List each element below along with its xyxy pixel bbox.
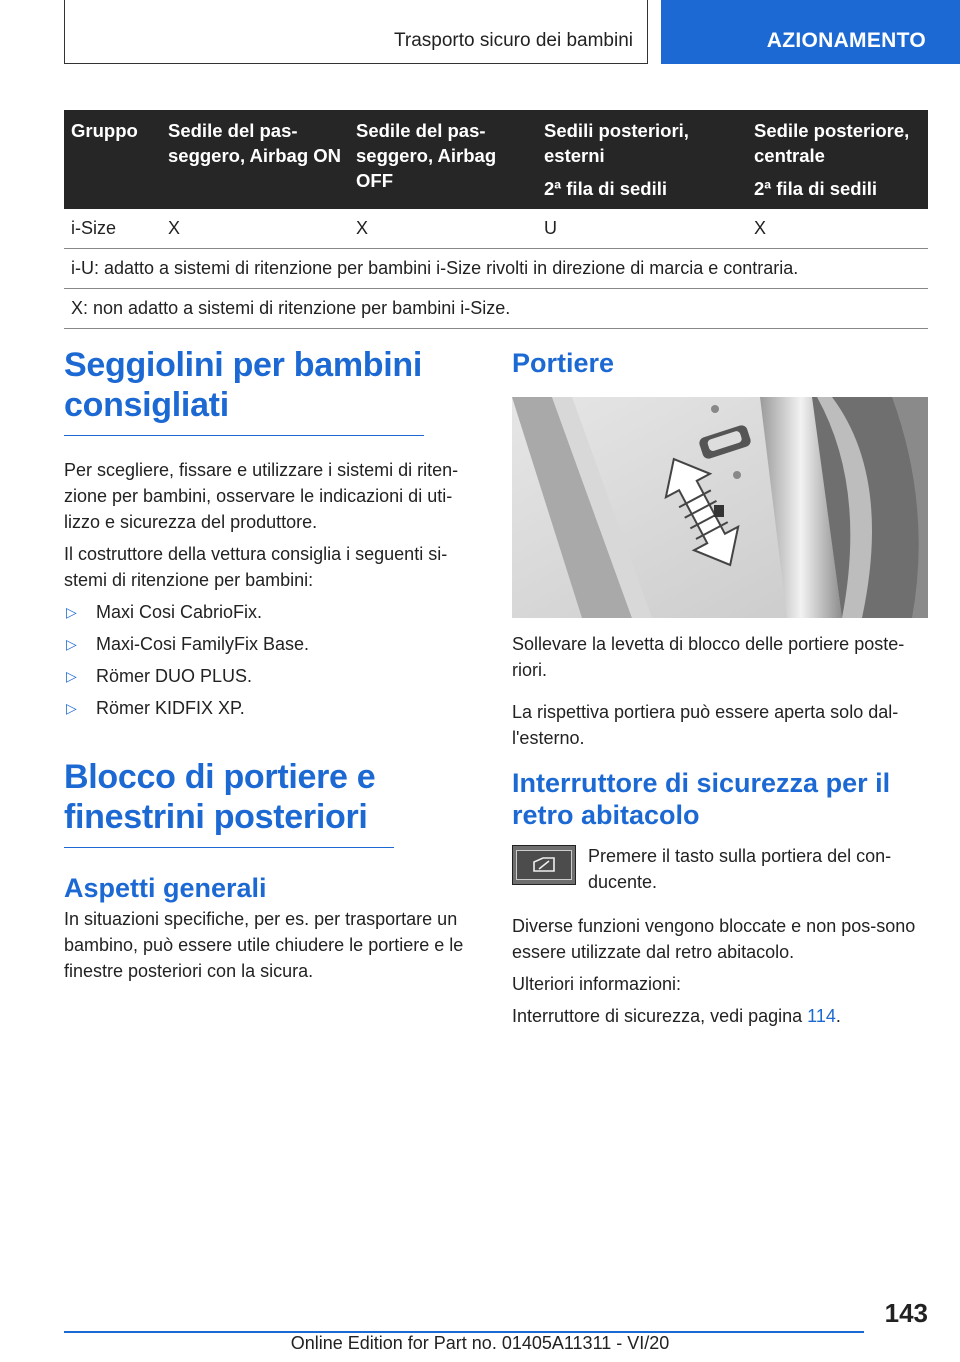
heading-recommended-seats: Seggiolini per bambini consigliati <box>64 345 424 436</box>
table-cell: X <box>747 209 928 249</box>
table-note-x: X: non adatto a sistemi di ritenzione per bambini i-Size. <box>64 289 928 329</box>
isize-table <box>64 110 928 329</box>
seat-list <box>64 599 481 721</box>
footer-edition: Online Edition for Part no. 01405A11311 - VI/20 <box>290 1333 670 1353</box>
table-cell: U <box>537 209 747 249</box>
paragraph: La rispettiva portiera può essere aperta solo dal-l'esterno. <box>512 702 899 748</box>
triangle-bullet-icon: ▷ <box>66 636 77 652</box>
list-item: ▷ Maxi Cosi CabrioFix. <box>64 599 481 625</box>
paragraph: Per scegliere, fissare e utilizzare i sistemi di riten-zione per bambini, osservare le indicazioni di uti-lizzo e sicurezza del produttore. <box>64 460 459 532</box>
table-note-u: i-U: adatto a sistemi di ritenzione per bambini i-Size rivolti in direzione di marcia e contraria. <box>64 249 928 289</box>
heading-doors: Portiere <box>512 348 615 378</box>
left-column <box>64 345 481 984</box>
paragraph: Premere il tasto sulla portiera del con-ducente. <box>588 846 892 892</box>
right-column <box>512 345 928 1029</box>
triangle-bullet-icon: ▷ <box>66 700 77 716</box>
triangle-bullet-icon: ▷ <box>66 604 77 620</box>
list-item: ▷ Römer DUO PLUS. <box>64 663 481 689</box>
table-header-row <box>64 110 928 209</box>
safety-switch-row <box>512 843 928 895</box>
paragraph: Il costruttore della vettura consiglia i seguenti si-stemi di ritenzione per bambini: <box>64 544 448 590</box>
list-item: ▷ Maxi-Cosi FamilyFix Base. <box>64 631 481 657</box>
table-row <box>64 209 928 249</box>
paragraph <box>512 1003 928 1029</box>
table-header-cell: Sedile posteriore, centrale 2ª fila di sedili <box>747 110 928 209</box>
page-number: 143 <box>884 1298 928 1328</box>
heading-door-lock: Blocco di portiere e finestrini posteriori <box>64 757 394 848</box>
paragraph: In situazioni specifiche, per es. per trasportare un bambino, può essere utile chiudere le portiere e le finestre posteriori con la sicura. <box>64 909 464 981</box>
table-note-row <box>64 289 928 329</box>
table-cell: X <box>161 209 349 249</box>
reference-text: Interruttore di sicurezza, vedi pagina <box>512 1006 808 1026</box>
heading-safety-switch: Interruttore di sicurezza per il retro abitacolo <box>512 768 891 830</box>
paragraph: Ulteriori informazioni: <box>512 974 682 994</box>
child-lock-button-icon <box>512 845 576 885</box>
header-chapter-tab[interactable] <box>661 0 960 64</box>
reference-end: . <box>835 1006 841 1026</box>
table-header-cell: Sedili posteriori, esterni 2ª fila di sedili <box>537 110 747 209</box>
table-header-cell: Sedile del pas-seggero, Airbag ON <box>161 110 349 209</box>
heading-general: Aspetti generali <box>64 873 267 903</box>
table-header-cell: Gruppo <box>64 110 161 209</box>
page-reference-link[interactable]: 114 <box>807 1006 836 1026</box>
header-section-title: Trasporto sicuro dei bambini <box>393 30 633 51</box>
table-header-cell: Sedile del pas-seggero, Airbag OFF <box>349 110 537 209</box>
list-item: ▷ Römer KIDFIX XP. <box>64 695 481 721</box>
table-note-row <box>64 249 928 289</box>
table-cell: X <box>349 209 537 249</box>
paragraph: Diverse funzioni vengono bloccate e non pos-sono essere utilizzate dal retro abitacolo. <box>512 916 916 962</box>
header-section-box <box>64 0 648 64</box>
paragraph: Sollevare la levetta di blocco delle portiere poste-riori. <box>512 634 905 680</box>
door-lock-photo <box>512 397 928 618</box>
header-chapter-label: AZIONAMENTO <box>766 29 926 52</box>
triangle-bullet-icon: ▷ <box>66 668 77 684</box>
table-cell: i-Size <box>64 209 161 249</box>
